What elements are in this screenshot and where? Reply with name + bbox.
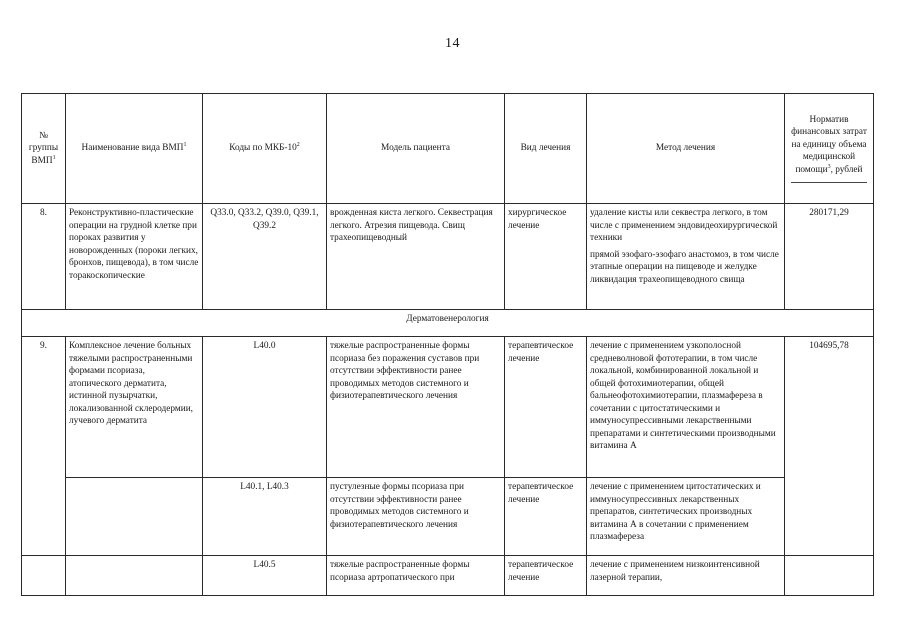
row9-sub1-kind: терапевтическое лечение (505, 337, 587, 478)
header-group-number: № группы ВМП$^1$ (22, 94, 66, 204)
row8-norm: 280171,29 (785, 204, 874, 310)
row9-sub3-codes: L40.5 (203, 556, 327, 596)
table-row-8 (22, 204, 874, 310)
row9-norm: 104695,78 (785, 337, 874, 556)
vmp-table (21, 93, 874, 596)
row9-sub1-codes: L40.0 (203, 337, 327, 478)
row8-kind: хирургическое лечение (505, 204, 587, 310)
header-treatment-kind: Вид лечения (505, 94, 587, 204)
section-row (22, 310, 874, 337)
header-icd-codes: Коды по МКБ-$10^2$ (203, 94, 327, 204)
section-title: Дерматовенерология (22, 310, 874, 337)
row9-sub2-name-empty (66, 478, 203, 556)
page-number: 14 (445, 36, 460, 51)
row9-sub3-model: тяжелые распространенные формы псориаза артропатического при (327, 556, 505, 596)
header-row (22, 94, 874, 204)
row9-sub3-kind: терапевтическое лечение (505, 556, 587, 596)
row8-method (587, 204, 785, 310)
row9-name: Комплексное лечение больных тяжелыми распространенными формами псориаза, атопического дерматита, истинной пузырчатки, локализованной склеродермии, лучевого дерматита (66, 337, 203, 478)
row9-sub3-norm-empty (785, 556, 874, 596)
row8-number: 8. (22, 204, 66, 310)
row8-model: врожденная киста легкого. Секвестрация легкого. Атрезия пищевода. Свищ трахеопищеводный (327, 204, 505, 310)
row9-sub3-number-empty (22, 556, 66, 596)
row9-sub1-model: тяжелые распространенные формы псориаза без поражения суставов при отсутствии эффективности ранее проводимых методов системного и физиотерапевтического лечения (327, 337, 505, 478)
row9-number: 9. (22, 337, 66, 556)
row9-sub3-name-empty (66, 556, 203, 596)
header-rule (791, 182, 867, 183)
header-finance-norm: Норматив финансовых затрат на единицу объема медицинской помощи$^3$, рублей (785, 94, 874, 204)
row8-name: Реконструктивно-пластические операции на грудной клетке при пороках развития у новорожденных (пороки легких, бронхов, пищевода), в том числе торакоскопические (66, 204, 203, 310)
table-row-9 (22, 337, 874, 478)
row8-method-1: удаление кисты или секвестра легкого, в том числе с применением эндовидеохирургической техники (590, 208, 778, 243)
row9-sub3-method: лечение с применением низкоинтенсивной лазерной терапии, (587, 556, 785, 596)
row9-sub1-method: лечение с применением узкополосной средневолновой фототерапии, в том числе локальной, комбинированной локальной и общей фотохимиотерапии, общей бальнеофотохимиотерапии, плазмафереза в сочетании с цитостатическими и иммуносупрессивными лекарственными препаратами и синтетическими производными витамина А (587, 337, 785, 478)
row9-sub2-method: лечение с применением цитостатических и иммуносупрессивных лекарственных препаратов, синтетических производных витамина А в сочетании с применением плазмафереза (587, 478, 785, 556)
row9-sub2-codes: L40.1, L40.3 (203, 478, 327, 556)
row9-sub2-model: пустулезные формы псориаза при отсутствии эффективности ранее проводимых методов системного и физиотерапевтического лечения (327, 478, 505, 556)
header-treatment-method: Метод лечения (587, 94, 785, 204)
table-row-9-sub2 (22, 478, 874, 556)
header-vmp-name: Наименование вида ВМП$^1$ (66, 94, 203, 204)
header-patient-model: Модель пациента (327, 94, 505, 204)
row8-codes: Q33.0, Q33.2, Q39.0, Q39.1, Q39.2 (203, 204, 327, 310)
row9-sub2-kind: терапевтическое лечение (505, 478, 587, 556)
row8-method-2: прямой эзофаго-эзофаго анастомоз, в том числе этапные операции на пищеводе и желудке ликвидация трахеопищеводного свища (590, 249, 779, 285)
table-row-9-sub3 (22, 556, 874, 596)
